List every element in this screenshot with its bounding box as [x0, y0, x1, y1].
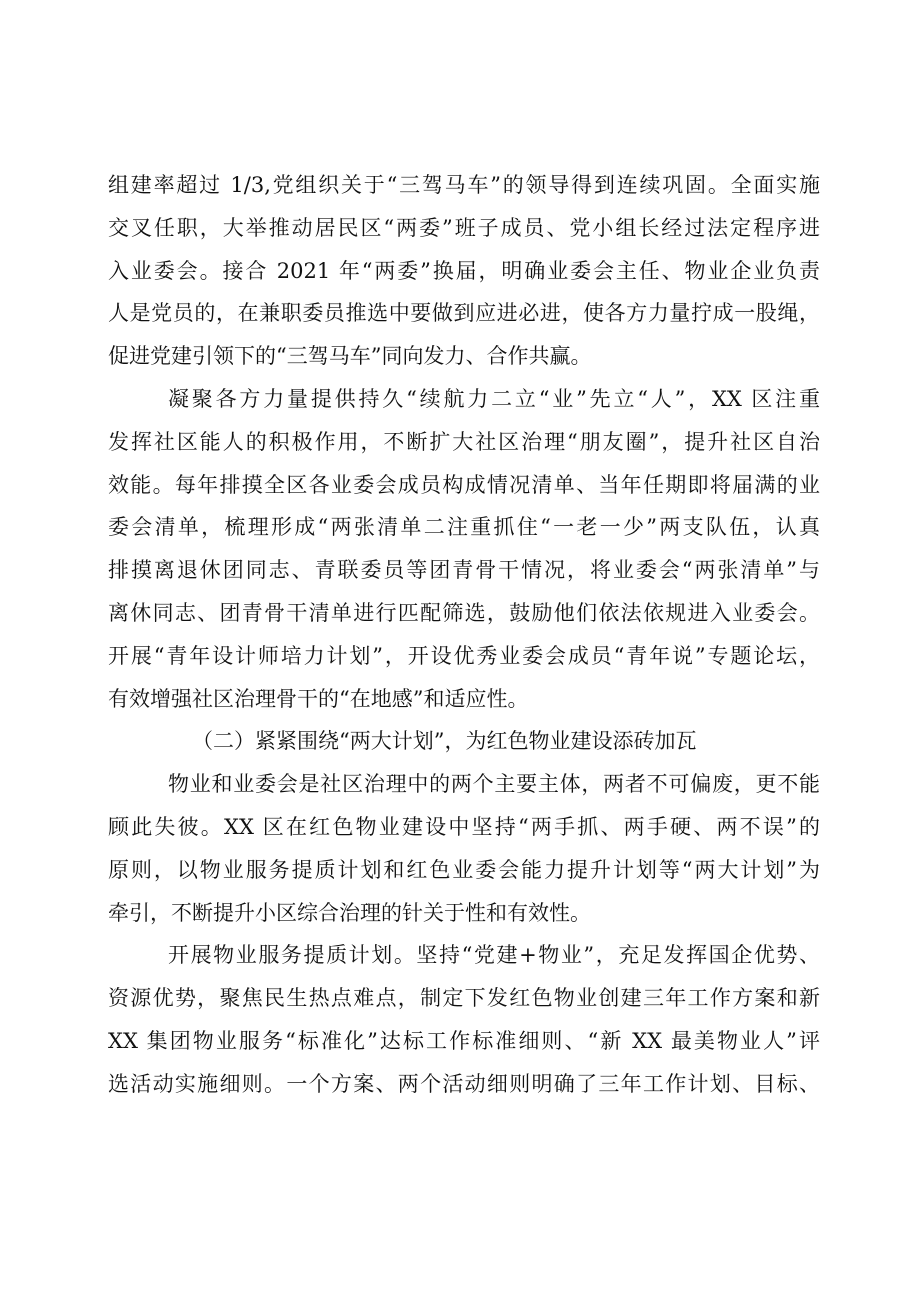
text-line: 有效增强社区治理骨干的“在地感”和适应性。: [108, 686, 529, 711]
paragraph-party-leadership: [108, 164, 820, 378]
text-line: 牵引，不断提升小区综合治理的针关于性和有效性。: [108, 900, 591, 925]
text-line: 凝聚各方力量提供持久“续航力二立“业”先立“人”，XX 区注重: [168, 386, 820, 411]
text-line: 交叉任职，大举推动居民区“两委”班子成员、党小组长经过法定程序进: [108, 215, 820, 240]
text-line: 人是党员的，在兼职委员推选中要做到应进必进，使各方力量拧成一股绳，: [108, 301, 820, 326]
paragraph-two-subjects: [108, 763, 820, 934]
text-line: 效能。每年排摸全区各业委会成员构成情况清单、当年任期即将届满的业: [108, 472, 820, 497]
section-heading-text: （二）紧紧围绕“两大计划”，为红色物业建设添砖加瓦: [192, 729, 697, 754]
text-line: 入业委会。接合 2021 年“两委”换届，明确业委会主任、物业企业负责: [108, 258, 820, 283]
text-line: 排摸离退休团同志、青联委员等团青骨干情况，将业委会“两张清单”与: [108, 558, 820, 583]
text-line: 发挥社区能人的积极作用，不断扩大社区治理“朋友圈”，提升社区自治: [108, 429, 820, 454]
text-line: 离休同志、团青骨干清单进行匹配筛选，鼓励他们依法依规进入业委会。: [108, 600, 820, 625]
paragraph-service-plan: [108, 934, 820, 1105]
text-line: 顾此失彼。XX 区在红色物业建设中坚持“两手抓、两手硬、两不误”的: [108, 814, 820, 839]
paragraph-gather-forces: [108, 378, 820, 720]
text-line: XX 集团物业服务“标准化”达标工作标准细则、“新 XX 最美物业人”评: [108, 1028, 820, 1053]
text-line: 委会清单，梳理形成“两张清单二注重抓住“一老一少”两支队伍，认真: [108, 515, 820, 540]
text-line: 原则，以物业服务提质计划和红色业委会能力提升计划等“两大计划”为: [108, 857, 820, 882]
text-line: 组建率超过 1/3,党组织关于“三驾马车”的领导得到连续巩固。全面实施: [108, 173, 820, 197]
text-line: 物业和业委会是社区治理中的两个主要主体，两者不可偏废，更不能: [168, 772, 820, 797]
section-heading: [108, 720, 820, 763]
text-line: 促进党建引领下的“三驾马车”同向发力、合作共赢。: [108, 344, 592, 369]
text-line: 开展“青年设计师培力计划”，开设优秀业委会成员“青年说”专题论坛，: [108, 643, 820, 668]
document-body: [108, 164, 820, 1106]
text-line: 资源优势，聚焦民生热点难点，制定下发红色物业创建三年工作方案和新: [108, 986, 820, 1011]
text-line: 选活动实施细则。一个方案、两个活动细则明确了三年工作计划、目标、: [108, 1071, 820, 1096]
text-line: 开展物业服务提质计划。坚持“党建+物业”，充足发挥国企优势、: [168, 943, 820, 968]
